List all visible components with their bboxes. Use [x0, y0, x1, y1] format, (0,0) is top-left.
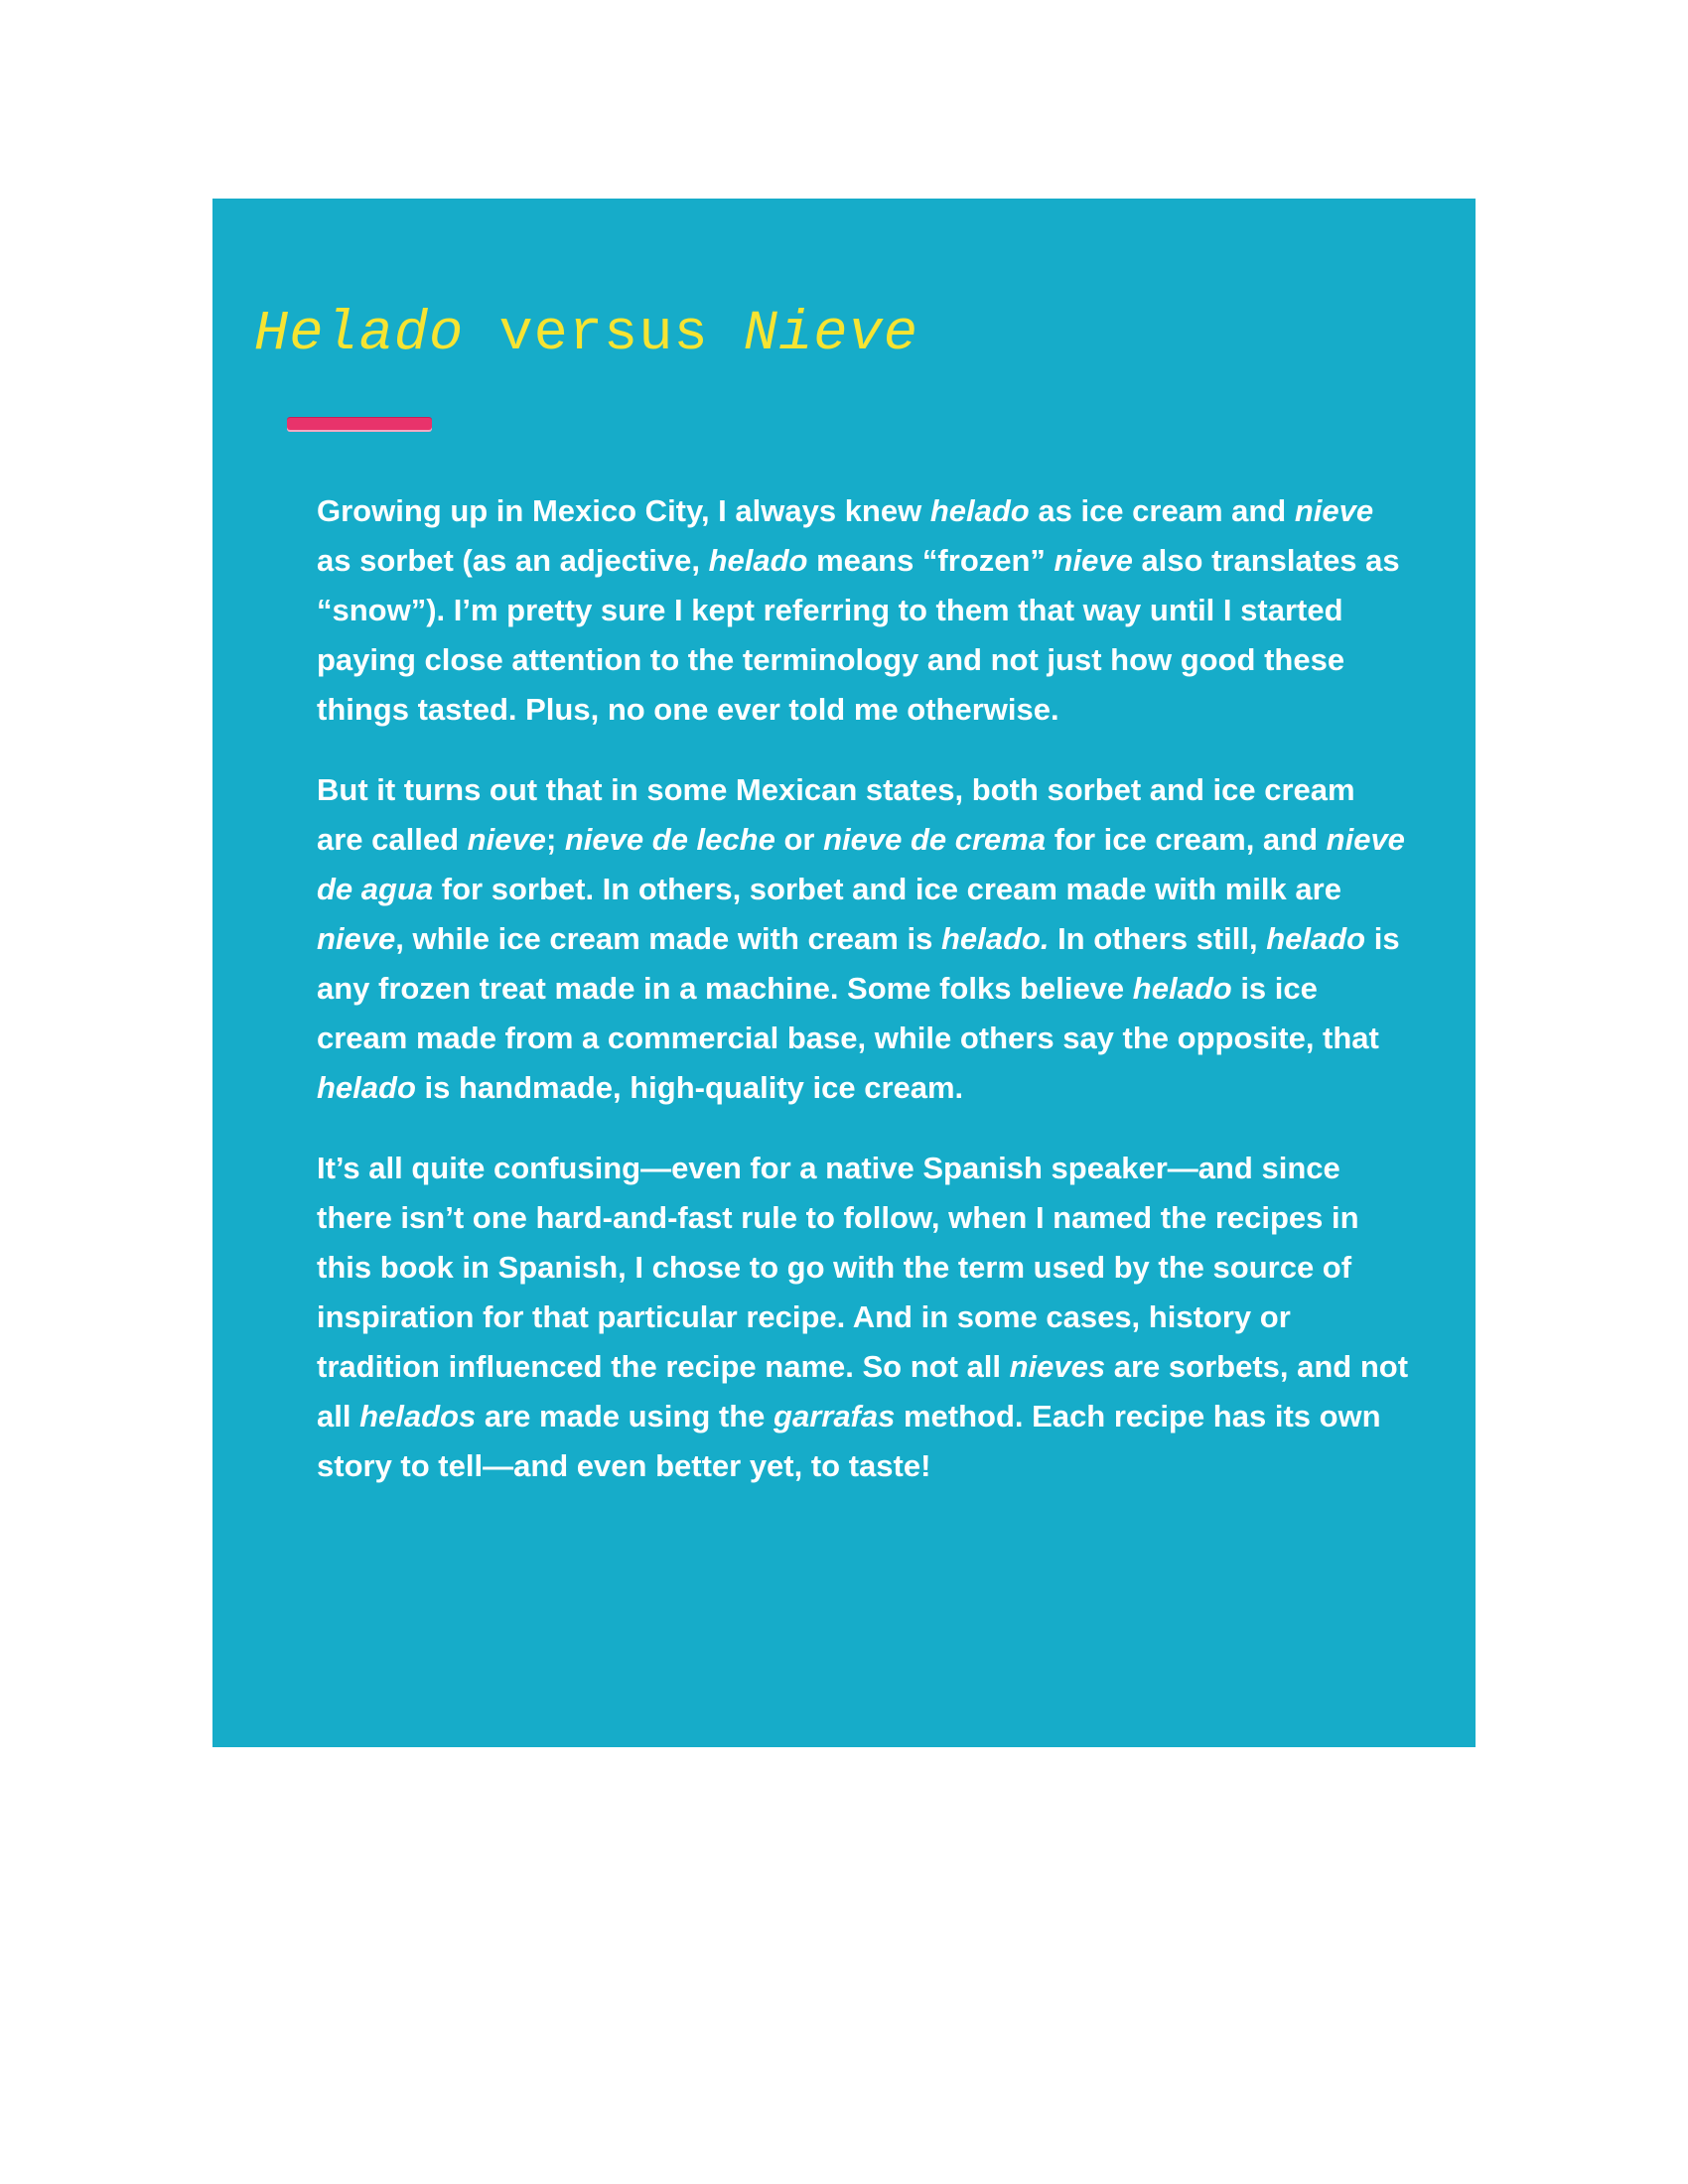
italic-term: nieve [467, 822, 546, 857]
text-run: It’s all quite confusing—even for a native Spanish speaker—and since there isn’t one hard-and-fast rule to follow, when I named the recipes in this book in Spanish, I chose to go with the term used by the source of inspiration for that particular recipe. And in some cases, history or tradition influenced the recipe name. So not all [317, 1151, 1359, 1384]
italic-term: helado [1132, 971, 1232, 1006]
italic-term: helado [317, 1070, 416, 1105]
body-paragraph [317, 765, 1409, 1113]
title-word-versus: versus [464, 303, 744, 366]
italic-term: nieve [317, 921, 396, 956]
text-run: ; [545, 822, 565, 857]
text-run: are sorbets, and not all [317, 1349, 1409, 1433]
italic-term: helado [1266, 921, 1366, 956]
text-run: , while ice cream made with cream is [395, 921, 941, 956]
text-run: or [774, 822, 824, 857]
text-run: is any frozen treat made in a machine. Some folks believe [317, 921, 1400, 1006]
italic-term: nieve [1294, 493, 1374, 528]
body-paragraph [317, 1144, 1409, 1491]
text-run: But it turns out that in some Mexican states, both sorbet and ice cream are called [317, 772, 1355, 857]
text-run: also translates as “snow”). I’m pretty sure I kept referring to them that way until I started paying close attention to the terminology and not just how good these things tasted. Plus, no one ever told me otherwise. [317, 543, 1400, 727]
italic-term: helado [929, 493, 1030, 528]
italic-term: nieve [1054, 543, 1133, 578]
text-run: as sorbet (as an adjective, [317, 543, 709, 578]
text-run: for sorbet. In others, sorbet and ice cream made with milk are [433, 872, 1341, 906]
italic-term: nieve de leche [564, 822, 775, 857]
text-run: In others still, [1049, 921, 1267, 956]
title-word-helado: Helado [254, 303, 465, 366]
sidebar-title [254, 303, 918, 366]
sidebar-box [212, 199, 1476, 1747]
italic-term: helado [708, 543, 808, 578]
text-run: as ice cream and [1029, 493, 1295, 528]
italic-term: helados [359, 1399, 477, 1433]
text-run: is ice cream made from a commercial base, while others say the opposite, that [317, 971, 1379, 1055]
italic-term: nieve de agua [317, 822, 1405, 906]
text-run: is handmade, high-quality ice cream. [415, 1070, 964, 1105]
text-run: method. Each recipe has its own story to tell—and even better yet, to taste! [317, 1399, 1381, 1483]
italic-term: nieve de crema [823, 822, 1047, 857]
text-run: Growing up in Mexico City, I always knew [317, 493, 930, 528]
text-run: are made using the [476, 1399, 774, 1433]
italic-term: nieves [1009, 1349, 1106, 1384]
sidebar-body [317, 486, 1409, 1522]
italic-term: garrafas [774, 1399, 896, 1433]
accent-bar [287, 418, 432, 430]
title-word-nieve: Nieve [743, 303, 918, 366]
text-run: for ice cream, and [1046, 822, 1327, 857]
italic-term: helado. [940, 921, 1050, 956]
body-paragraph [317, 486, 1409, 735]
text-run: means “frozen” [807, 543, 1055, 578]
